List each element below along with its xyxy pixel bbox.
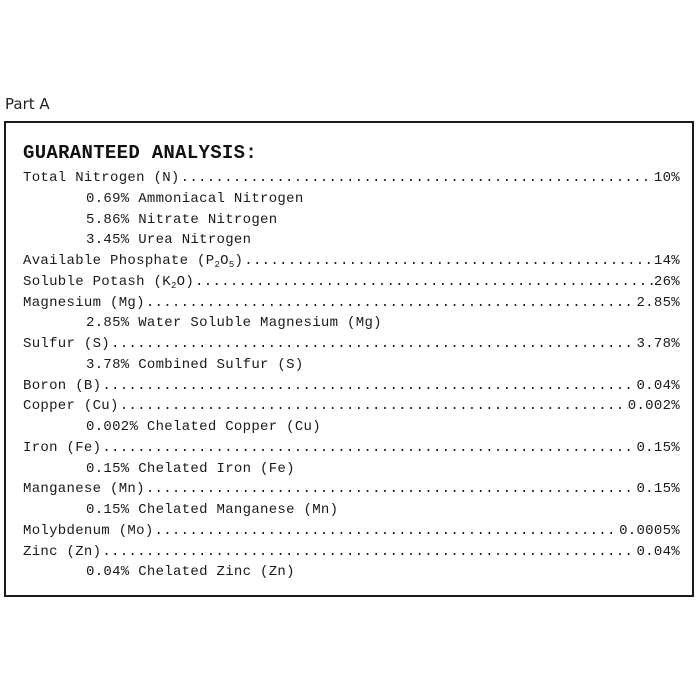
nutrient-subrow <box>23 357 680 378</box>
part-label: Part A <box>5 95 50 113</box>
nutrient-name <box>23 253 243 270</box>
nutrient-name <box>23 274 194 291</box>
nutrient-value: 0.15% <box>636 481 680 498</box>
nutrient-row-magnesium <box>23 295 680 316</box>
nutrient-row-copper <box>23 398 680 419</box>
nutrient-value: 0.04% <box>636 543 680 560</box>
nutrient-subrow-text: 0.15% Chelated Manganese (Mn) <box>86 502 339 518</box>
dot-leader <box>145 295 637 311</box>
nutrient-subrow-text: 0.15% Chelated Iron (Fe) <box>86 460 295 477</box>
nutrient-subrow <box>23 564 680 585</box>
nutrient-row-zinc <box>23 544 680 565</box>
nutrient-name-part: Soluble Potash (K <box>23 273 171 290</box>
nutrient-name-subscript: 5 <box>228 260 235 270</box>
nutrient-value: 0.04% <box>636 377 680 394</box>
nutrient-value: 0.0005% <box>619 522 680 539</box>
dot-leader <box>101 544 636 560</box>
nutrient-subrow <box>23 315 680 336</box>
nutrient-name: Sulfur (S) <box>23 336 111 352</box>
nutrient-subrow <box>23 419 680 440</box>
nutrient-name-subscript: 2 <box>170 280 177 291</box>
nutrient-value: 10% <box>653 170 680 186</box>
dot-leader <box>243 253 654 269</box>
nutrient-row-boron <box>23 378 680 399</box>
nutrient-subrow <box>23 212 680 233</box>
nutrient-name: Total Nitrogen (N) <box>23 170 180 186</box>
nutrient-name: Copper (Cu) <box>23 398 119 415</box>
nutrient-name-part: ) <box>234 253 244 269</box>
guaranteed-analysis-panel <box>4 121 694 597</box>
nutrient-subrow-text: 2.85% Water Soluble Magnesium (Mg) <box>86 315 382 332</box>
nutrient-row-manganese <box>23 481 680 502</box>
nutrient-subrow-text: 0.69% Ammoniacal Nitrogen <box>86 190 304 207</box>
nutrient-subrow-text: 0.002% Chelated Copper (Cu) <box>86 419 321 435</box>
nutrient-row-molybdenum <box>23 523 680 544</box>
nutrient-name: Molybdenum (Mo) <box>23 522 154 539</box>
nutrient-subrow <box>23 461 680 482</box>
nutrient-value: 0.002% <box>627 398 680 415</box>
nutrient-row-iron <box>23 440 680 461</box>
nutrient-subrow-text: 5.86% Nitrate Nitrogen <box>86 211 278 228</box>
nutrient-value: 3.78% <box>636 336 680 352</box>
nutrient-value: 14% <box>653 253 680 269</box>
dot-leader <box>101 378 636 394</box>
nutrient-name-part: O) <box>176 273 195 290</box>
nutrient-row-available-phosphate <box>23 253 680 274</box>
dot-leader <box>194 274 654 290</box>
nutrient-name-part: O <box>220 253 229 269</box>
nutrient-name: Iron (Fe) <box>23 439 102 456</box>
nutrient-name: Zinc (Zn) <box>23 543 102 560</box>
dot-leader <box>180 170 654 186</box>
nutrient-subrow <box>23 191 680 212</box>
nutrient-name: Boron (B) <box>23 377 102 394</box>
analysis-list <box>23 170 680 585</box>
nutrient-value: 2.85% <box>636 294 680 311</box>
nutrient-subrow <box>23 232 680 253</box>
nutrient-subrow-text: 3.45% Urea Nitrogen <box>86 232 252 249</box>
nutrient-subrow-text: 0.04% Chelated Zinc (Zn) <box>86 564 295 581</box>
nutrient-row-sulfur <box>23 336 680 357</box>
nutrient-name: Magnesium (Mg) <box>23 294 145 311</box>
nutrient-name: Manganese (Mn) <box>23 481 145 498</box>
dot-leader <box>110 336 636 352</box>
nutrient-row-soluble-potash <box>23 274 680 295</box>
dot-leader <box>154 523 620 539</box>
nutrient-subrow <box>23 502 680 523</box>
dot-leader <box>145 481 637 497</box>
nutrient-name-subscript: 2 <box>214 260 221 270</box>
analysis-heading: GUARANTEED ANALYSIS: <box>23 142 258 164</box>
nutrient-name-part: Available Phosphate (P <box>23 253 215 269</box>
dot-leader <box>119 398 628 414</box>
nutrient-subrow-text: 3.78% Combined Sulfur (S) <box>86 356 304 373</box>
nutrient-value: 0.15% <box>636 439 680 456</box>
nutrient-value: 26% <box>653 273 680 290</box>
dot-leader <box>101 440 636 456</box>
nutrient-row-total-nitrogen <box>23 170 680 191</box>
